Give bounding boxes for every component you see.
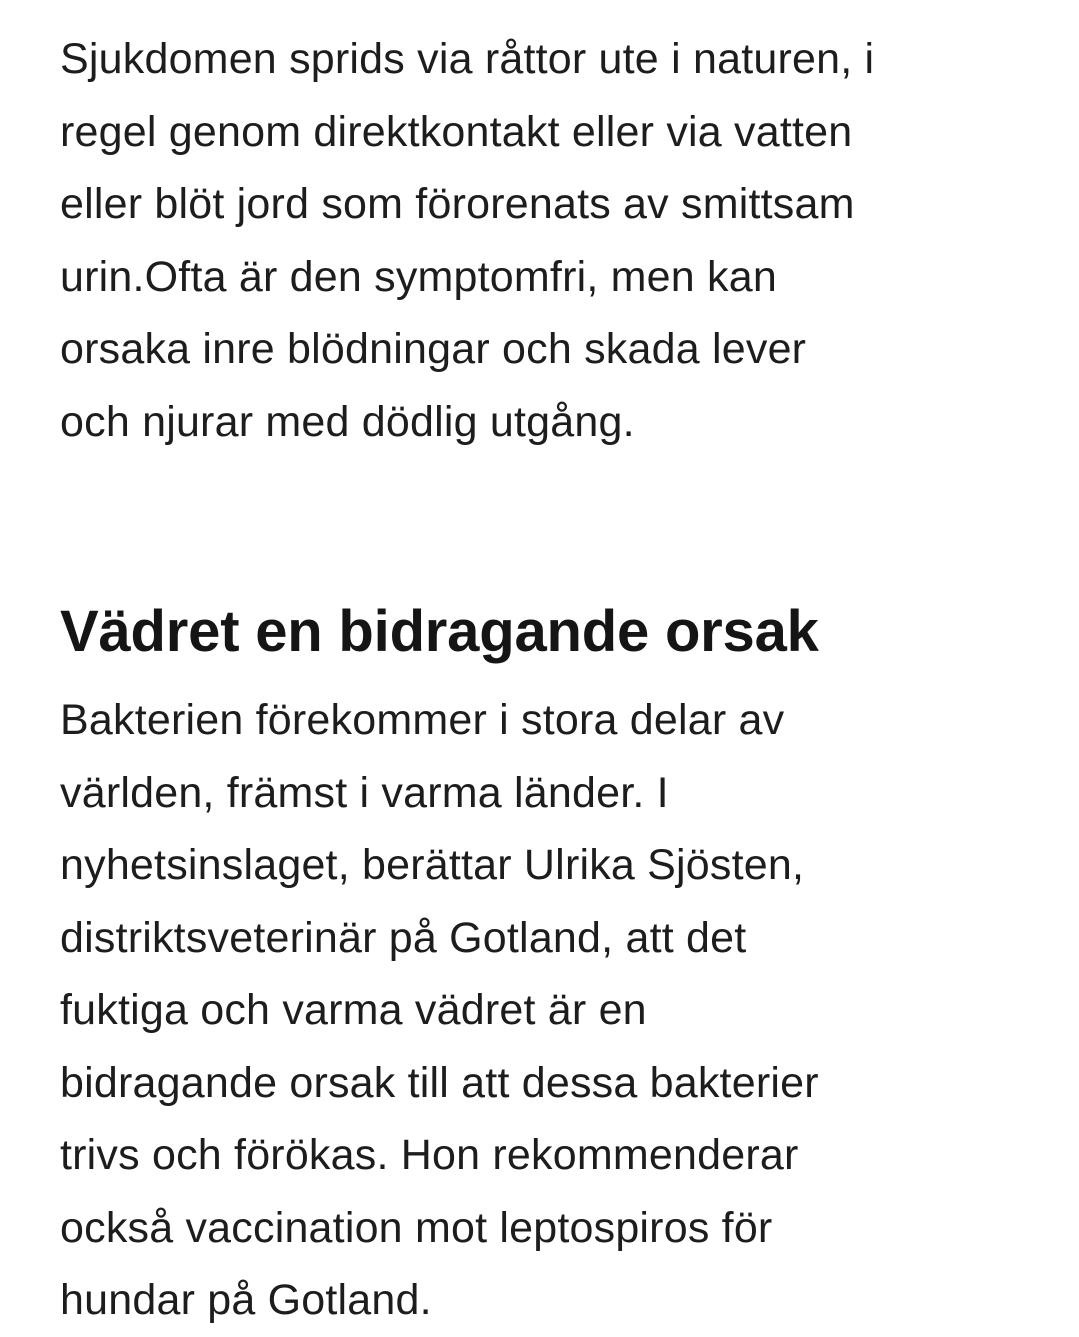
- article-paragraph-intro: Sjukdomen sprids via råttor ute i naturen, i regel genom direktkontakt eller via vatten eller blöt jord som förorenats av smittsam urin.Ofta är den symptomfri, men kan orsaka inre blödningar och skada lever och njurar med dödlig utgång.: [60, 35, 875, 446]
- article-paragraph-weather: Bakterien förekommer i stora delar av världen, främst i varma länder. I nyhetsinslaget, berättar Ulrika Sjösten, distriktsveterinär på Gotland, att det fuktiga och varma vädret är en bidragande orsak till att dessa bakterier trivs och förökas. Hon rekommenderar också vaccination mot leptospiros för hundar på Gotland.: [60, 696, 819, 1324]
- section-heading: Vädret en bidragande orsak: [60, 599, 819, 664]
